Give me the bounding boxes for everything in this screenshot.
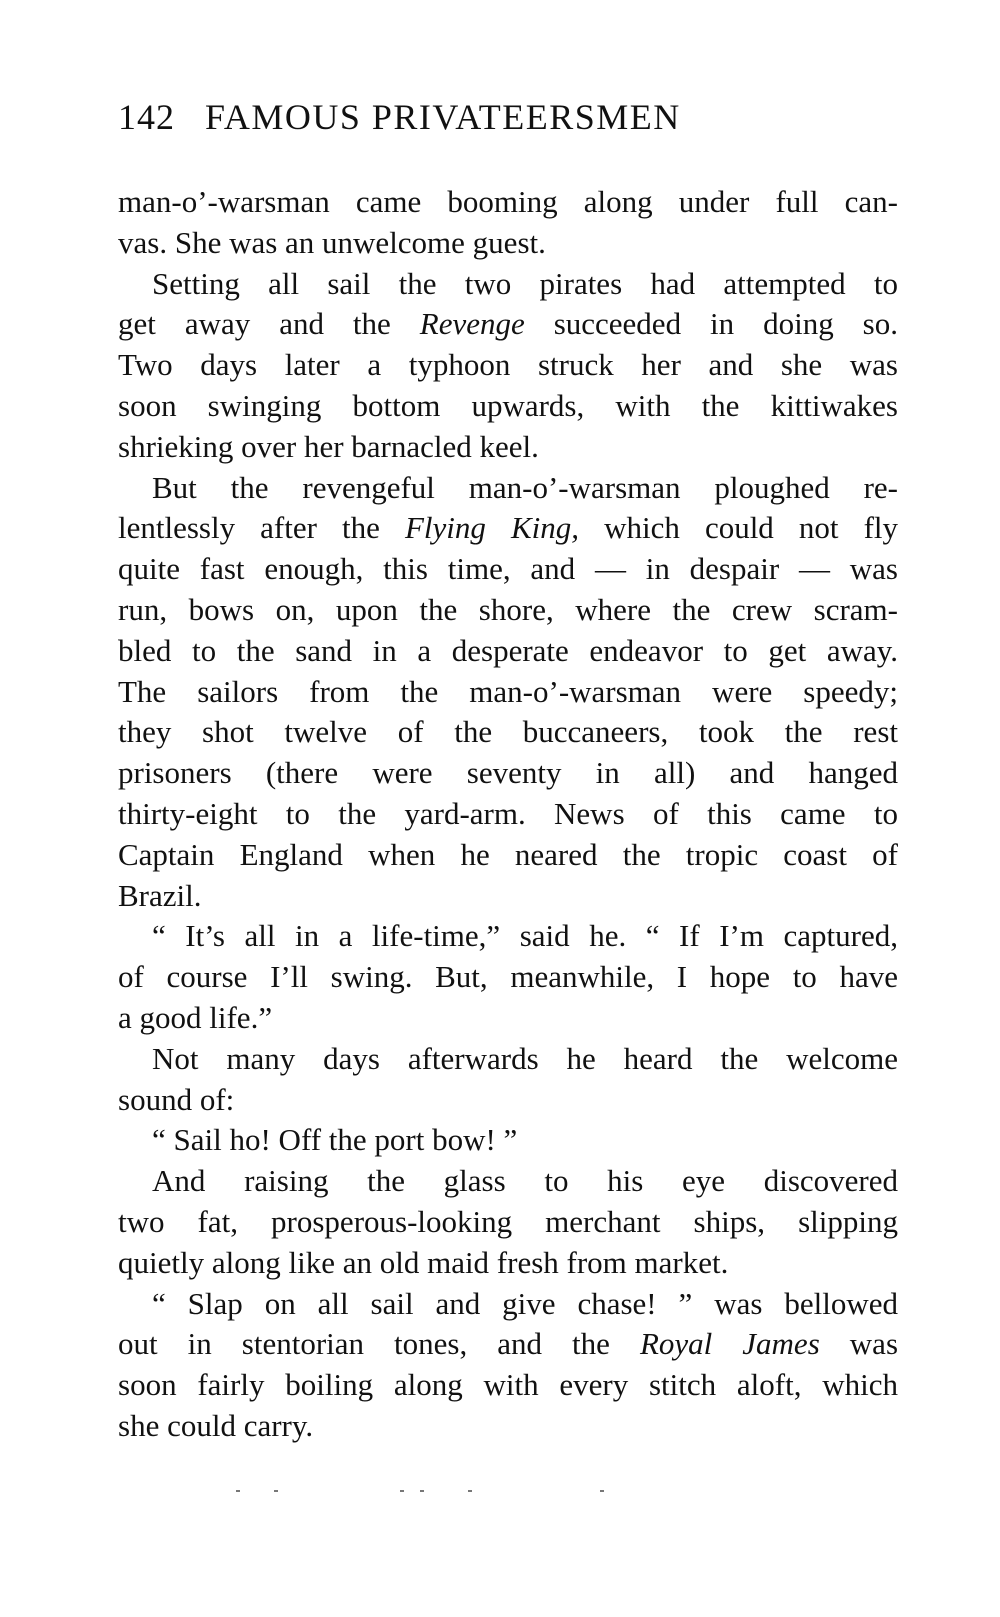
speck <box>400 1490 404 1492</box>
print-specks <box>230 1488 610 1496</box>
speck <box>274 1490 278 1492</box>
text-segment: soon swinging bottom upwards, with the kittiwakes <box>118 387 898 423</box>
text-segment: vas. She was an unwelcome guest. <box>118 224 546 260</box>
text-line <box>118 468 898 509</box>
text-line <box>118 1324 898 1365</box>
running-title: FAMOUS PRIVATEERSMEN <box>205 97 681 137</box>
text-segment: “ Slap on all sail and give chase! ” was bellowed <box>152 1285 898 1321</box>
ship-name: Revenge <box>419 306 525 342</box>
text-line <box>118 916 898 957</box>
speck <box>420 1490 424 1492</box>
text-line <box>118 957 898 998</box>
text-line <box>118 223 898 264</box>
text-line <box>118 182 898 223</box>
text-line <box>118 1120 898 1161</box>
text-segment: “ Sail ho! Off the port bow! ” <box>152 1122 518 1158</box>
text-segment: get away and the <box>118 306 420 342</box>
text-line <box>118 794 898 835</box>
text-segment: a good life.” <box>118 999 273 1035</box>
text-segment: run, bows on, upon the shore, where the crew scram- <box>118 591 898 627</box>
text-segment: Not many days afterwards he heard the welcome <box>152 1040 898 1076</box>
text-line <box>118 1365 898 1406</box>
text-segment: of course I’ll swing. But, meanwhile, I hope to have <box>118 959 898 995</box>
text-line <box>118 712 898 753</box>
text-line <box>118 753 898 794</box>
text-line <box>118 672 898 713</box>
text-line <box>118 1202 898 1243</box>
text-segment: The sailors from the man-o’-warsman were speedy; <box>118 673 898 709</box>
text-segment: bled to the sand in a desperate endeavor to get away. <box>118 632 898 668</box>
speck <box>600 1490 604 1492</box>
text-line <box>118 1161 898 1202</box>
text-line <box>118 427 898 468</box>
text-segment: Captain England when he neared the tropic coast of <box>118 836 898 872</box>
text-segment: And raising the glass to his eye discovered <box>152 1163 898 1199</box>
text-segment: was <box>819 1326 899 1362</box>
ship-name: Royal James <box>639 1326 820 1362</box>
text-line <box>118 876 898 917</box>
text-line <box>118 304 898 345</box>
text-line <box>118 1080 898 1121</box>
ship-name: Flying King, <box>404 510 580 546</box>
text-line <box>118 1284 898 1325</box>
speck <box>468 1490 472 1492</box>
text-segment: quite fast enough, this time, and — in despair — was <box>118 551 898 587</box>
text-line <box>118 345 898 386</box>
text-segment: two fat, prosperous-looking merchant ships, slipping <box>118 1203 898 1239</box>
running-header <box>118 96 898 146</box>
text-segment: sound of: <box>118 1081 235 1117</box>
speck <box>236 1490 240 1492</box>
text-line <box>118 590 898 631</box>
text-line <box>118 631 898 672</box>
text-segment: Setting all sail the two pirates had attempted to <box>152 265 898 301</box>
text-segment: soon fairly boiling along with every stitch aloft, which <box>118 1367 898 1403</box>
text-segment: lentlessly after the <box>118 510 405 546</box>
text-line <box>118 1406 898 1447</box>
body-text <box>118 182 898 1447</box>
text-segment: quietly along like an old maid fresh from market. <box>118 1244 729 1280</box>
text-line <box>118 1243 898 1284</box>
text-segment: she could carry. <box>118 1407 314 1443</box>
text-segment: out in stentorian tones, and the <box>118 1326 640 1362</box>
text-segment: succeeded in doing so. <box>524 306 898 342</box>
text-segment: prisoners (there were seventy in all) and hanged <box>118 755 898 791</box>
text-line <box>118 386 898 427</box>
text-segment: thirty-eight to the yard-arm. News of this came to <box>118 795 898 831</box>
text-line <box>118 549 898 590</box>
text-segment: “ It’s all in a life-time,” said he. “ If I’m captured, <box>152 918 898 954</box>
text-segment: Two days later a typhoon struck her and she was <box>118 347 898 383</box>
text-line <box>118 508 898 549</box>
text-line <box>118 835 898 876</box>
page-number: 142 <box>118 97 175 137</box>
text-segment: which could not fly <box>579 510 899 546</box>
text-segment: Brazil. <box>118 877 202 913</box>
text-segment: But the revengeful man-o’-warsman ploughed re- <box>152 469 898 505</box>
text-segment: man-o’-warsman came booming along under full can- <box>118 184 898 219</box>
text-segment: shrieking over her barnacled keel. <box>118 428 539 464</box>
text-segment: they shot twelve of the buccaneers, took the rest <box>118 714 898 750</box>
text-line <box>118 998 898 1039</box>
text-line <box>118 1039 898 1080</box>
text-line <box>118 264 898 305</box>
